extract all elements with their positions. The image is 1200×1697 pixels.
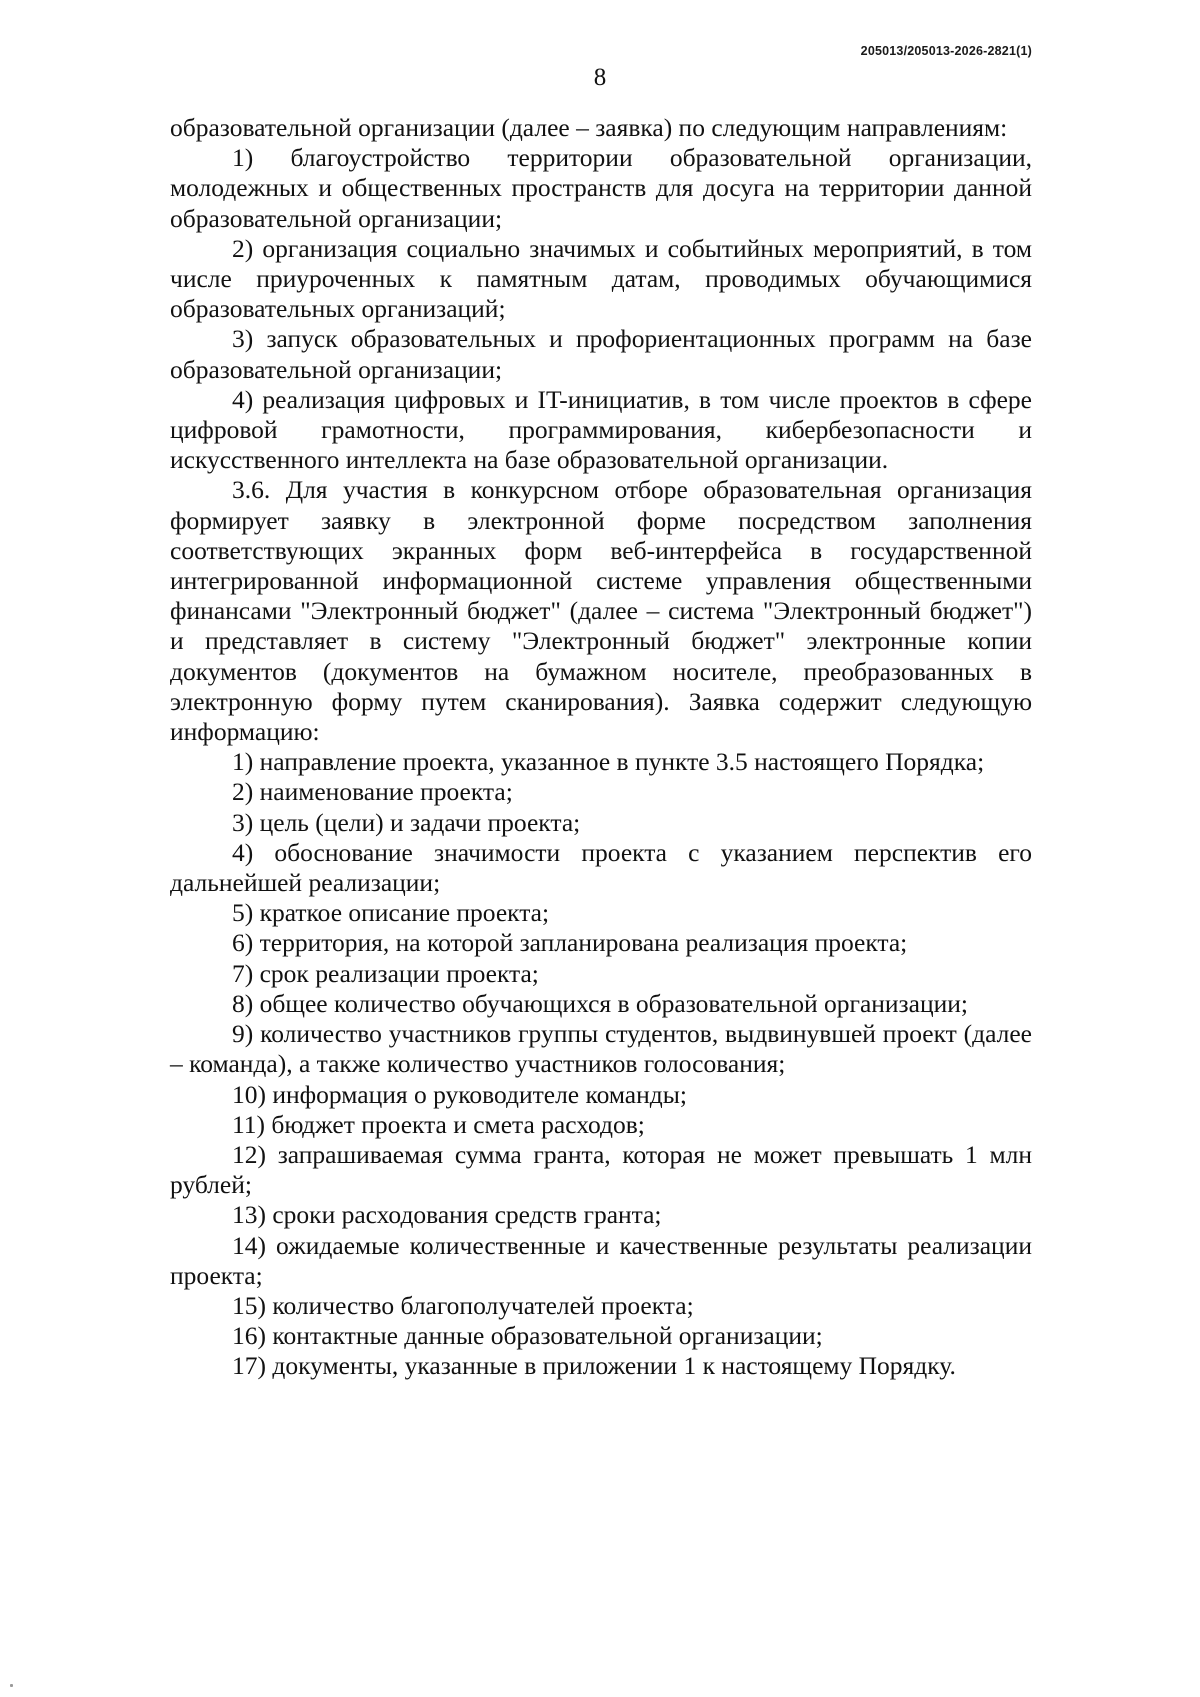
application-item-9: 9) количество участников группы студентов, выдвинувшей проект (далее – команда), а также количество участников голосования; xyxy=(170,1019,1032,1079)
document-body xyxy=(170,113,1032,1382)
application-item-14: 14) ожидаемые количественные и качественные результаты реализации проекта; xyxy=(170,1230,1032,1290)
application-item-15: 15) количество благополучателей проекта; xyxy=(232,1290,694,1320)
document-registration-number: 205013/205013-2026-2821(1) xyxy=(860,44,1032,58)
application-item-3: 3) цель (цели) и задачи проекта; xyxy=(232,807,581,837)
section-3-6-paragraph: 3.6. Для участия в конкурсном отборе образовательная организация формирует заявку в электронной форме посредством заполнения соответствующих экранных форм веб-интерфейса в государственной интегрированной информационной системе управления общественными финансами "Электронный бюджет" (далее – система "Электронный бюджет") и представляет в систему "Электронный бюджет" электронные копии документов (документов на бумажном носителе, преобразованных в электронную форму путем сканирования). Заявка содержит следующую информацию: xyxy=(170,475,1032,747)
scan-artifact xyxy=(10,1684,13,1687)
application-item-8: 8) общее количество обучающихся в образовательной организации; xyxy=(232,988,968,1018)
application-item-7: 7) срок реализации проекта; xyxy=(232,958,539,988)
intro-paragraph: образовательной организации (далее – заявка) по следующим направлениям: xyxy=(170,113,1008,142)
application-item-13: 13) сроки расходования средств гранта; xyxy=(232,1200,662,1230)
application-item-4: 4) обоснование значимости проекта с указанием перспектив его дальнейшей реализации; xyxy=(170,837,1032,898)
direction-item-1: 1) благоустройство территории образовательной организации, молодежных и общественных пространств для досуга на территории данной образовательной организации; xyxy=(170,143,1032,233)
application-item-17: 17) документы, указанные в приложении 1 к настоящему Порядку. xyxy=(232,1351,956,1381)
application-item-11: 11) бюджет проекта и смета расходов; xyxy=(232,1109,645,1139)
application-item-2: 2) наименование проекта; xyxy=(232,777,513,807)
application-item-16: 16) контактные данные образовательной организации; xyxy=(232,1321,823,1351)
direction-item-3: 3) запуск образовательных и профориентационных программ на базе образовательной организации; xyxy=(170,324,1032,384)
direction-item-2: 2) организация социально значимых и событийных мероприятий, в том числе приуроченных к памятным датам, проводимых обучающимися образовательных организаций; xyxy=(170,233,1032,324)
application-item-10: 10) информация о руководителе команды; xyxy=(232,1079,687,1109)
application-item-5: 5) краткое описание проекта; xyxy=(232,898,550,928)
page-number: 8 xyxy=(593,64,607,91)
application-item-12: 12) запрашиваемая сумма гранта, которая не может превышать 1 млн рублей; xyxy=(170,1139,1032,1200)
direction-item-4: 4) реализация цифровых и IT-инициатив, в том числе проектов в сфере цифровой грамотности, программирования, кибербезопасности и искусственного интеллекта на базе образовательной организации. xyxy=(170,384,1032,475)
application-item-6: 6) территория, на которой запланирована реализация проекта; xyxy=(232,928,908,958)
application-item-1: 1) направление проекта, указанное в пункте 3.5 настоящего Порядка; xyxy=(232,747,985,777)
